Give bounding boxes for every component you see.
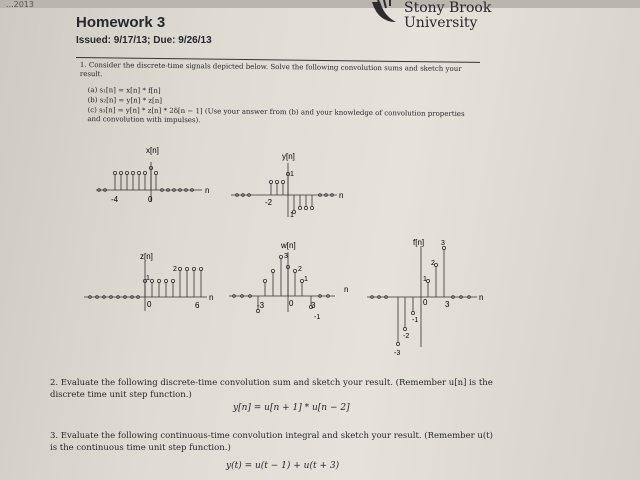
- plot-y: [225, 145, 355, 225]
- plot-x-tick-1: 0: [148, 195, 153, 204]
- university-name-line2: University: [404, 15, 478, 31]
- plot-z-stems: [89, 267, 203, 298]
- plot-w-tick-2: 3: [311, 301, 316, 310]
- plot-x-n-label: n: [205, 186, 210, 195]
- issued-due-dates: Issued: 9/17/13; Due: 9/26/13: [76, 35, 212, 46]
- plot-y-tick-0: -2: [265, 198, 273, 207]
- plot-f-n-label: n: [479, 293, 484, 302]
- plot-z-tick-3: 2: [173, 266, 177, 273]
- question-3: [50, 430, 500, 454]
- plot-y-tick-1: 1: [290, 171, 294, 178]
- plot-y-tick-2: 1: [290, 212, 294, 219]
- plot-w-tick-3: -1: [314, 314, 321, 321]
- plot-x-tick-0: -4: [111, 195, 119, 204]
- homework-title: Homework 3: [76, 14, 166, 31]
- plot-y-stems: [236, 172, 334, 213]
- plot-f-stems: [371, 246, 471, 345]
- plot-y-n-label: n: [339, 191, 344, 200]
- plot-f-tick-5: -1: [412, 317, 419, 324]
- question-1-text: 1. Consider the discrete-time signals depicted below. Solve the following convolution sums and sketch your result.: [79, 61, 462, 79]
- plot-w-n-label: n: [344, 285, 349, 294]
- plot-f-title: f[n]: [413, 238, 425, 247]
- plot-z-tick-1: 6: [195, 301, 200, 310]
- plot-x-stems: [98, 166, 194, 191]
- plot-f-tick-0: 0: [423, 298, 428, 307]
- plot-f-tick-3: 2: [431, 260, 435, 267]
- plot-w-tick-6: 1: [304, 276, 308, 283]
- plot-z: [82, 245, 227, 320]
- plot-y-title: y[n]: [282, 152, 295, 161]
- question-1-part-b: (b) s₂[n] = y[n] * z[n]: [87, 96, 163, 105]
- plot-f-tick-4: 1: [423, 276, 427, 283]
- question-2-text: 2. Evaluate the following discrete-time convolution sum and sketch your result. (Remember u[n] is the discrete time unit step function.): [50, 378, 493, 400]
- plot-x: [90, 140, 220, 210]
- question-2-equation: y[n] = u[n + 1] * u[n − 2]: [233, 403, 350, 413]
- course-fragment: ...2013: [6, 0, 34, 9]
- plot-x-title: x[n]: [146, 146, 159, 155]
- top-edge-strip: [0, 0, 640, 8]
- plot-z-n-label: n: [209, 293, 214, 302]
- plot-w-tick-0: -3: [257, 301, 265, 310]
- plot-w-title: w[n]: [281, 241, 296, 250]
- question-2: [50, 377, 500, 401]
- plot-w: [225, 238, 365, 328]
- plot-f-tick-1: 3: [445, 300, 450, 309]
- plot-w-tick-4: 3: [284, 253, 288, 260]
- question-1-part-c: (c) s₃[n] = y[n] * z[n] * 2δ[n − 1] (Use your answer from (b) and your knowledge of convolution properties and convolution with impulses).: [87, 106, 465, 125]
- plot-z-title: z[n]: [140, 252, 153, 261]
- university-logo-icon: [370, 0, 400, 24]
- plot-w-tick-5: 2: [298, 266, 302, 273]
- question-1: [79, 61, 480, 129]
- university-name-line1: Stony Brook: [404, 0, 492, 16]
- plot-f: [365, 232, 495, 362]
- plot-f-tick-7: -3: [394, 350, 401, 357]
- plot-f-tick-6: -2: [403, 333, 410, 340]
- question-3-text: 3. Evaluate the following continuous-time convolution integral and sketch your result. (Remember u(t) is the continuous time unit step function.): [50, 431, 493, 453]
- plot-z-tick-2: 1: [146, 275, 150, 282]
- question-1-part-a: (a) s₁[n] = x[n] * f[n]: [87, 86, 161, 95]
- plot-w-tick-1: 0: [289, 299, 294, 308]
- question-3-equation: y(t) = u(t − 1) + u(t + 3): [226, 461, 340, 471]
- plot-f-tick-2: 3: [441, 240, 445, 247]
- plot-z-tick-0: 0: [147, 300, 152, 309]
